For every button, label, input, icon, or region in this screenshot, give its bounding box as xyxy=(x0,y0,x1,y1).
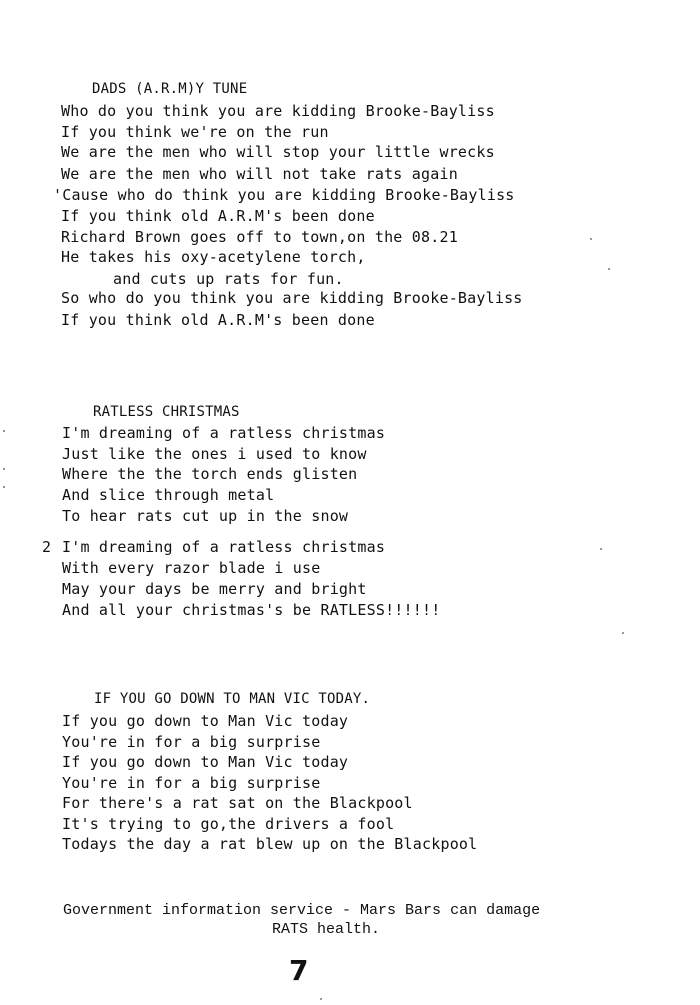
lyric-line: We are the men who will not take rats again xyxy=(61,165,458,183)
scan-speck xyxy=(3,486,5,488)
page-number: 7 xyxy=(289,954,309,987)
song-title: RATLESS CHRISTMAS xyxy=(93,404,240,420)
lyric-line: He takes his oxy-acetylene torch, xyxy=(61,248,366,266)
lyric-line: So who do you think you are kidding Brooke-Bayliss xyxy=(61,289,523,307)
lyric-line: And all your christmas's be RATLESS!!!!!! xyxy=(62,601,441,619)
scan-speck xyxy=(3,468,5,470)
scan-speck xyxy=(608,268,610,270)
lyric-line: 'Cause who do think you are kidding Brooke-Bayliss xyxy=(53,186,515,204)
scan-speck xyxy=(600,548,602,550)
lyric-line: With every razor blade i use xyxy=(62,559,321,577)
lyric-line: We are the men who will stop your little wrecks xyxy=(61,143,495,161)
lyric-line: To hear rats cut up in the snow xyxy=(62,507,349,525)
scan-speck xyxy=(622,632,624,634)
song-title: IF YOU GO DOWN TO MAN VIC TODAY. xyxy=(94,691,371,707)
lyric-line: Who do you think you are kidding Brooke-Bayliss xyxy=(61,102,495,120)
lyric-line: Just like the ones i used to know xyxy=(62,445,367,463)
lyric-line: If you think we're on the run xyxy=(61,123,329,141)
scan-speck xyxy=(320,998,322,1000)
lyric-line: If you think old A.R.M's been done xyxy=(61,311,375,329)
lyric-line: And slice through metal xyxy=(62,486,275,504)
footer-line: Government information service - Mars Bars can damage xyxy=(63,902,541,919)
lyric-line: For there's a rat sat on the Blackpool xyxy=(62,794,413,812)
scan-speck xyxy=(590,238,592,240)
lyric-line: Richard Brown goes off to town,on the 08.21 xyxy=(61,228,458,246)
footer-line: RATS health. xyxy=(272,921,381,938)
lyric-line: Todays the day a rat blew up on the Blackpool xyxy=(62,835,478,853)
lyric-line: You're in for a big surprise xyxy=(62,733,321,751)
song-title: DADS (A.R.M)Y TUNE xyxy=(92,81,248,97)
lyric-line: If you think old A.R.M's been done xyxy=(61,207,375,225)
lyric-line: I'm dreaming of a ratless christmas xyxy=(62,424,386,442)
lyric-line: You're in for a big surprise xyxy=(62,774,321,792)
lyric-line: and cuts up rats for fun. xyxy=(113,270,344,288)
lyric-line: If you go down to Man Vic today xyxy=(62,712,349,730)
scan-speck xyxy=(3,430,5,432)
lyric-line: May your days be merry and bright xyxy=(62,580,367,598)
verse-number: 2 xyxy=(42,538,52,556)
lyric-line: It's trying to go,the drivers a fool xyxy=(62,815,395,833)
lyric-line: If you go down to Man Vic today xyxy=(62,753,349,771)
lyric-line: Where the the torch ends glisten xyxy=(62,465,358,483)
lyric-line: I'm dreaming of a ratless christmas xyxy=(62,538,386,556)
